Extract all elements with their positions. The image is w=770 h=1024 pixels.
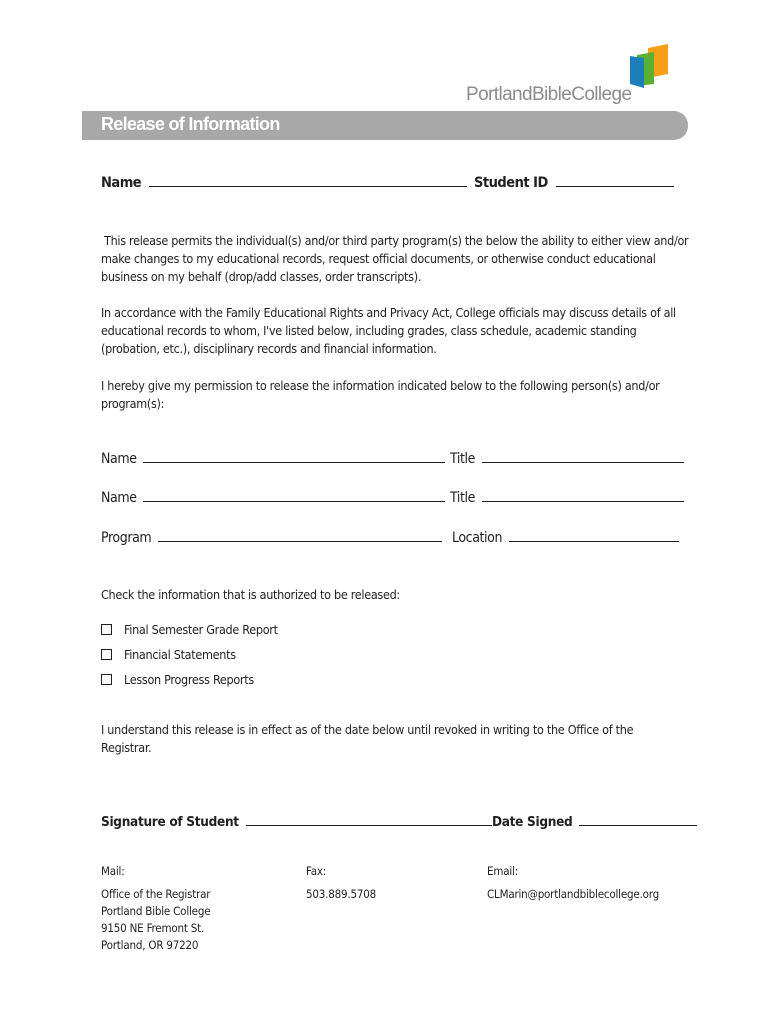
location-field[interactable]	[509, 528, 679, 542]
release-paragraph: This release permits the individual(s) and/or third party program(s) the below the ability to either view and/or make changes to my educational records, request official documents, or otherwise conduct educational business on my behalf (drop/add classes, order transcripts).	[101, 233, 689, 284]
person-2-name-row	[101, 488, 445, 506]
person-2-title-field[interactable]	[482, 488, 684, 502]
ferpa-paragraph: In accordance with the Family Educational Rights and Privacy Act, College officials may discuss details of all educational records to whom, I've listed below, including grades, class schedule, academic standing (probation, etc.), disciplinary records and financial information.	[101, 305, 676, 356]
program-label: Program	[101, 530, 152, 546]
program-row	[101, 528, 442, 546]
email-label: Email:	[487, 864, 518, 878]
signature-row	[101, 812, 492, 830]
person-2-title-row	[450, 488, 684, 506]
student-id-row	[474, 173, 674, 191]
date-signed-row	[492, 812, 697, 830]
form-title: Release of Information	[101, 114, 280, 134]
person-2-name-label: Name	[101, 490, 137, 506]
checkbox-item-lesson-progress[interactable]	[101, 672, 254, 687]
person-1-name-row	[101, 449, 445, 467]
person-2-title-label: Title	[450, 490, 475, 506]
checkbox-label: Financial Statements	[124, 647, 236, 662]
checkbox-item-financial-statements[interactable]	[101, 647, 236, 662]
checkbox-label: Final Semester Grade Report	[124, 622, 278, 637]
student-id-field[interactable]	[556, 173, 674, 187]
location-label: Location	[452, 530, 503, 546]
student-name-field[interactable]	[149, 173, 467, 187]
signature-field[interactable]	[246, 812, 492, 826]
date-signed-label: Date Signed	[492, 814, 573, 830]
checkbox-label: Lesson Progress Reports	[124, 672, 254, 687]
person-1-name-field[interactable]	[143, 449, 445, 463]
address-line: Portland Bible College	[101, 904, 211, 918]
student-name-row	[101, 173, 467, 191]
fax-number: 503.889.5708	[306, 887, 376, 901]
program-field[interactable]	[158, 528, 442, 542]
location-row	[452, 528, 679, 546]
checkbox[interactable]	[101, 649, 112, 660]
person-1-name-label: Name	[101, 451, 137, 467]
address-line: 9150 NE Fremont St.	[101, 921, 205, 935]
signature-label: Signature of Student	[101, 814, 239, 830]
student-name-label: Name	[101, 175, 142, 191]
checkbox[interactable]	[101, 624, 112, 635]
address-line: Office of the Registrar	[101, 887, 211, 901]
email-address[interactable]: CLMarin@portlandbiblecollege.org	[487, 887, 659, 901]
check-heading: Check the information that is authorized to be released:	[101, 587, 400, 602]
address-line: Portland, OR 97220	[101, 938, 199, 952]
college-logo-icon	[628, 42, 672, 90]
person-2-name-field[interactable]	[143, 488, 445, 502]
understand-paragraph: I understand this release is in effect as of the date below until revoked in writing to the Office of the Registrar.	[101, 722, 634, 755]
person-1-title-label: Title	[450, 451, 475, 467]
college-name: PortlandBibleCollege	[466, 84, 632, 105]
mailing-address	[101, 886, 210, 954]
checkbox-item-grade-report[interactable]	[101, 622, 278, 637]
title-banner	[82, 111, 688, 140]
person-1-title-field[interactable]	[482, 449, 684, 463]
date-signed-field[interactable]	[579, 812, 697, 826]
student-id-label: Student ID	[474, 175, 548, 191]
permission-paragraph: I hereby give my permission to release the information indicated below to the following person(s) and/or program(s):	[101, 378, 660, 411]
mail-label: Mail:	[101, 864, 125, 878]
fax-label: Fax:	[306, 864, 327, 878]
checkbox[interactable]	[101, 674, 112, 685]
person-1-title-row	[450, 449, 684, 467]
